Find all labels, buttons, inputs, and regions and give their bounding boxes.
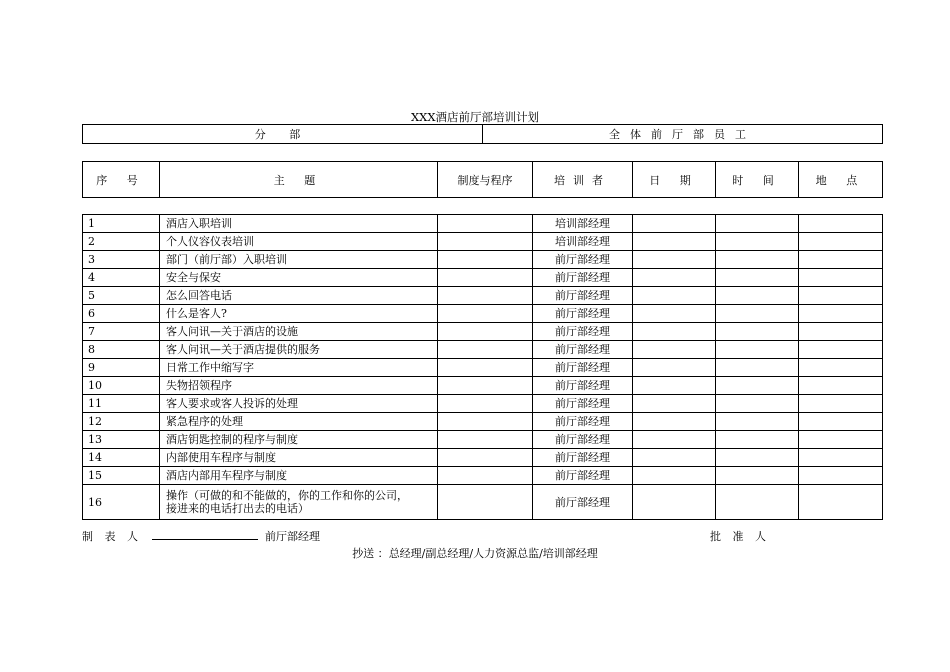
row-trainer: 前厅部经理: [533, 377, 633, 395]
row-time: [716, 287, 799, 305]
table-row: [83, 395, 883, 413]
row-trainer: 前厅部经理: [533, 467, 633, 485]
row-trainer: 前厅部经理: [533, 485, 633, 520]
department-table: [82, 124, 883, 144]
table-row: [83, 431, 883, 449]
row-number: 12: [83, 413, 160, 431]
row-date: [633, 269, 716, 287]
prepared-by: [82, 528, 320, 544]
row-time: [716, 449, 799, 467]
table-row: [83, 269, 883, 287]
row-topic: 什么是客人?: [160, 305, 438, 323]
table-row: [83, 485, 883, 520]
row-topic-line2: 接进来的电话打出去的电话）: [166, 502, 309, 515]
row-procedure: [438, 413, 533, 431]
row-trainer: 前厅部经理: [533, 305, 633, 323]
row-place: [799, 233, 883, 251]
row-place: [799, 305, 883, 323]
row-trainer: 前厅部经理: [533, 341, 633, 359]
row-number: 2: [83, 233, 160, 251]
row-topic: 怎么回答电话: [160, 287, 438, 305]
row-number: 8: [83, 341, 160, 359]
row-place: [799, 359, 883, 377]
row-topic: 客人要求或客人投诉的处理: [160, 395, 438, 413]
row-trainer: 前厅部经理: [533, 287, 633, 305]
row-procedure: [438, 449, 533, 467]
table-row: [83, 341, 883, 359]
row-procedure: [438, 305, 533, 323]
row-trainer: 前厅部经理: [533, 323, 633, 341]
row-trainer: 前厅部经理: [533, 431, 633, 449]
row-topic: 失物招领程序: [160, 377, 438, 395]
row-date: [633, 413, 716, 431]
header-procedure: 制度与程序: [438, 162, 533, 198]
row-place: [799, 251, 883, 269]
table-row: [83, 377, 883, 395]
row-number: 1: [83, 215, 160, 233]
row-number: 7: [83, 323, 160, 341]
row-procedure: [438, 215, 533, 233]
row-time: [716, 269, 799, 287]
row-procedure: [438, 395, 533, 413]
row-date: [633, 215, 716, 233]
row-topic: 酒店内部用车程序与制度: [160, 467, 438, 485]
row-topic: 日常工作中缩写字: [160, 359, 438, 377]
prepared-by-value: 前厅部经理: [265, 530, 320, 543]
row-number: 16: [83, 485, 160, 520]
row-topic: 酒店入职培训: [160, 215, 438, 233]
cc-value: 总经理/副总经理/人力资源总监/培训部经理: [388, 547, 598, 560]
row-topic: 客人问讯—关于酒店提供的服务: [160, 341, 438, 359]
row-place: [799, 467, 883, 485]
header-trainer: 培训者: [533, 162, 633, 198]
approved-by-label: 批 准 人: [710, 530, 770, 543]
row-place: [799, 215, 883, 233]
row-number: 9: [83, 359, 160, 377]
header-date: 日 期: [633, 162, 716, 198]
row-trainer: 前厅部经理: [533, 269, 633, 287]
row-trainer: 前厅部经理: [533, 395, 633, 413]
row-place: [799, 413, 883, 431]
table-row: [83, 215, 883, 233]
row-number: 14: [83, 449, 160, 467]
cc-line: [0, 545, 950, 561]
row-topic: 安全与保安: [160, 269, 438, 287]
row-procedure: [438, 341, 533, 359]
row-topic: 客人问讯—关于酒店的设施: [160, 323, 438, 341]
row-trainer: 培训部经理: [533, 215, 633, 233]
department-label: 分 部: [83, 125, 483, 144]
row-number: 4: [83, 269, 160, 287]
header-place: 地 点: [799, 162, 883, 198]
row-place: [799, 485, 883, 520]
row-date: [633, 287, 716, 305]
row-trainer: 前厅部经理: [533, 251, 633, 269]
training-rows: [83, 215, 883, 520]
row-date: [633, 323, 716, 341]
document-title: XXX酒店前厅部培训计划: [410, 110, 540, 124]
row-time: [716, 251, 799, 269]
header-row: [83, 162, 883, 198]
row-procedure: [438, 377, 533, 395]
row-time: [716, 233, 799, 251]
row-date: [633, 395, 716, 413]
row-place: [799, 449, 883, 467]
row-trainer: 前厅部经理: [533, 359, 633, 377]
row-date: [633, 377, 716, 395]
row-date: [633, 467, 716, 485]
table-row: [83, 323, 883, 341]
prepared-by-blank[interactable]: [152, 528, 258, 540]
row-number: 3: [83, 251, 160, 269]
row-place: [799, 341, 883, 359]
row-time: [716, 305, 799, 323]
row-topic: 内部使用车程序与制度: [160, 449, 438, 467]
table-row: [83, 287, 883, 305]
row-number: 11: [83, 395, 160, 413]
row-place: [799, 395, 883, 413]
row-time: [716, 467, 799, 485]
row-date: [633, 485, 716, 520]
prepared-by-label: 制 表 人: [82, 530, 142, 543]
row-place: [799, 287, 883, 305]
row-topic: 部门（前厅部）入职培训: [160, 251, 438, 269]
row-date: [633, 305, 716, 323]
row-date: [633, 359, 716, 377]
row-place: [799, 323, 883, 341]
row-place: [799, 431, 883, 449]
header-topic: 主 题: [160, 162, 438, 198]
table-row: [83, 413, 883, 431]
row-procedure: [438, 359, 533, 377]
department-row: [83, 125, 883, 144]
header-table: [82, 161, 883, 198]
table-row: [83, 359, 883, 377]
department-value: 全体前厅部员工: [483, 125, 883, 144]
table-row: [83, 251, 883, 269]
row-time: [716, 395, 799, 413]
row-number: 6: [83, 305, 160, 323]
row-time: [716, 485, 799, 520]
row-number: 15: [83, 467, 160, 485]
row-procedure: [438, 269, 533, 287]
row-procedure: [438, 251, 533, 269]
row-trainer: 前厅部经理: [533, 413, 633, 431]
table-row: [83, 233, 883, 251]
header-time: 时 间: [716, 162, 799, 198]
row-procedure: [438, 323, 533, 341]
row-number: 10: [83, 377, 160, 395]
row-procedure: [438, 233, 533, 251]
row-number: 13: [83, 431, 160, 449]
row-topic-line1: 操作（可做的和不能做的，你的工作和你的公司，: [166, 489, 408, 502]
row-time: [716, 377, 799, 395]
row-place: [799, 377, 883, 395]
row-time: [716, 413, 799, 431]
row-time: [716, 323, 799, 341]
row-date: [633, 449, 716, 467]
row-date: [633, 431, 716, 449]
row-time: [716, 431, 799, 449]
row-procedure: [438, 467, 533, 485]
row-date: [633, 341, 716, 359]
row-trainer: 前厅部经理: [533, 449, 633, 467]
row-topic: 酒店钥匙控制的程序与制度: [160, 431, 438, 449]
table-row: [83, 305, 883, 323]
cc-label: 抄送 ：: [352, 547, 389, 560]
row-number: 5: [83, 287, 160, 305]
row-date: [633, 251, 716, 269]
row-place: [799, 269, 883, 287]
table-row: [83, 449, 883, 467]
header-no: 序 号: [83, 162, 160, 198]
row-time: [716, 215, 799, 233]
table-row: [83, 467, 883, 485]
row-time: [716, 359, 799, 377]
row-topic: 紧急程序的处理: [160, 413, 438, 431]
row-date: [633, 233, 716, 251]
row-trainer: 培训部经理: [533, 233, 633, 251]
training-table: [82, 214, 883, 520]
row-time: [716, 341, 799, 359]
row-topic: [160, 485, 438, 520]
row-procedure: [438, 431, 533, 449]
row-procedure: [438, 485, 533, 520]
row-procedure: [438, 287, 533, 305]
row-topic: 个人仪容仪表培训: [160, 233, 438, 251]
